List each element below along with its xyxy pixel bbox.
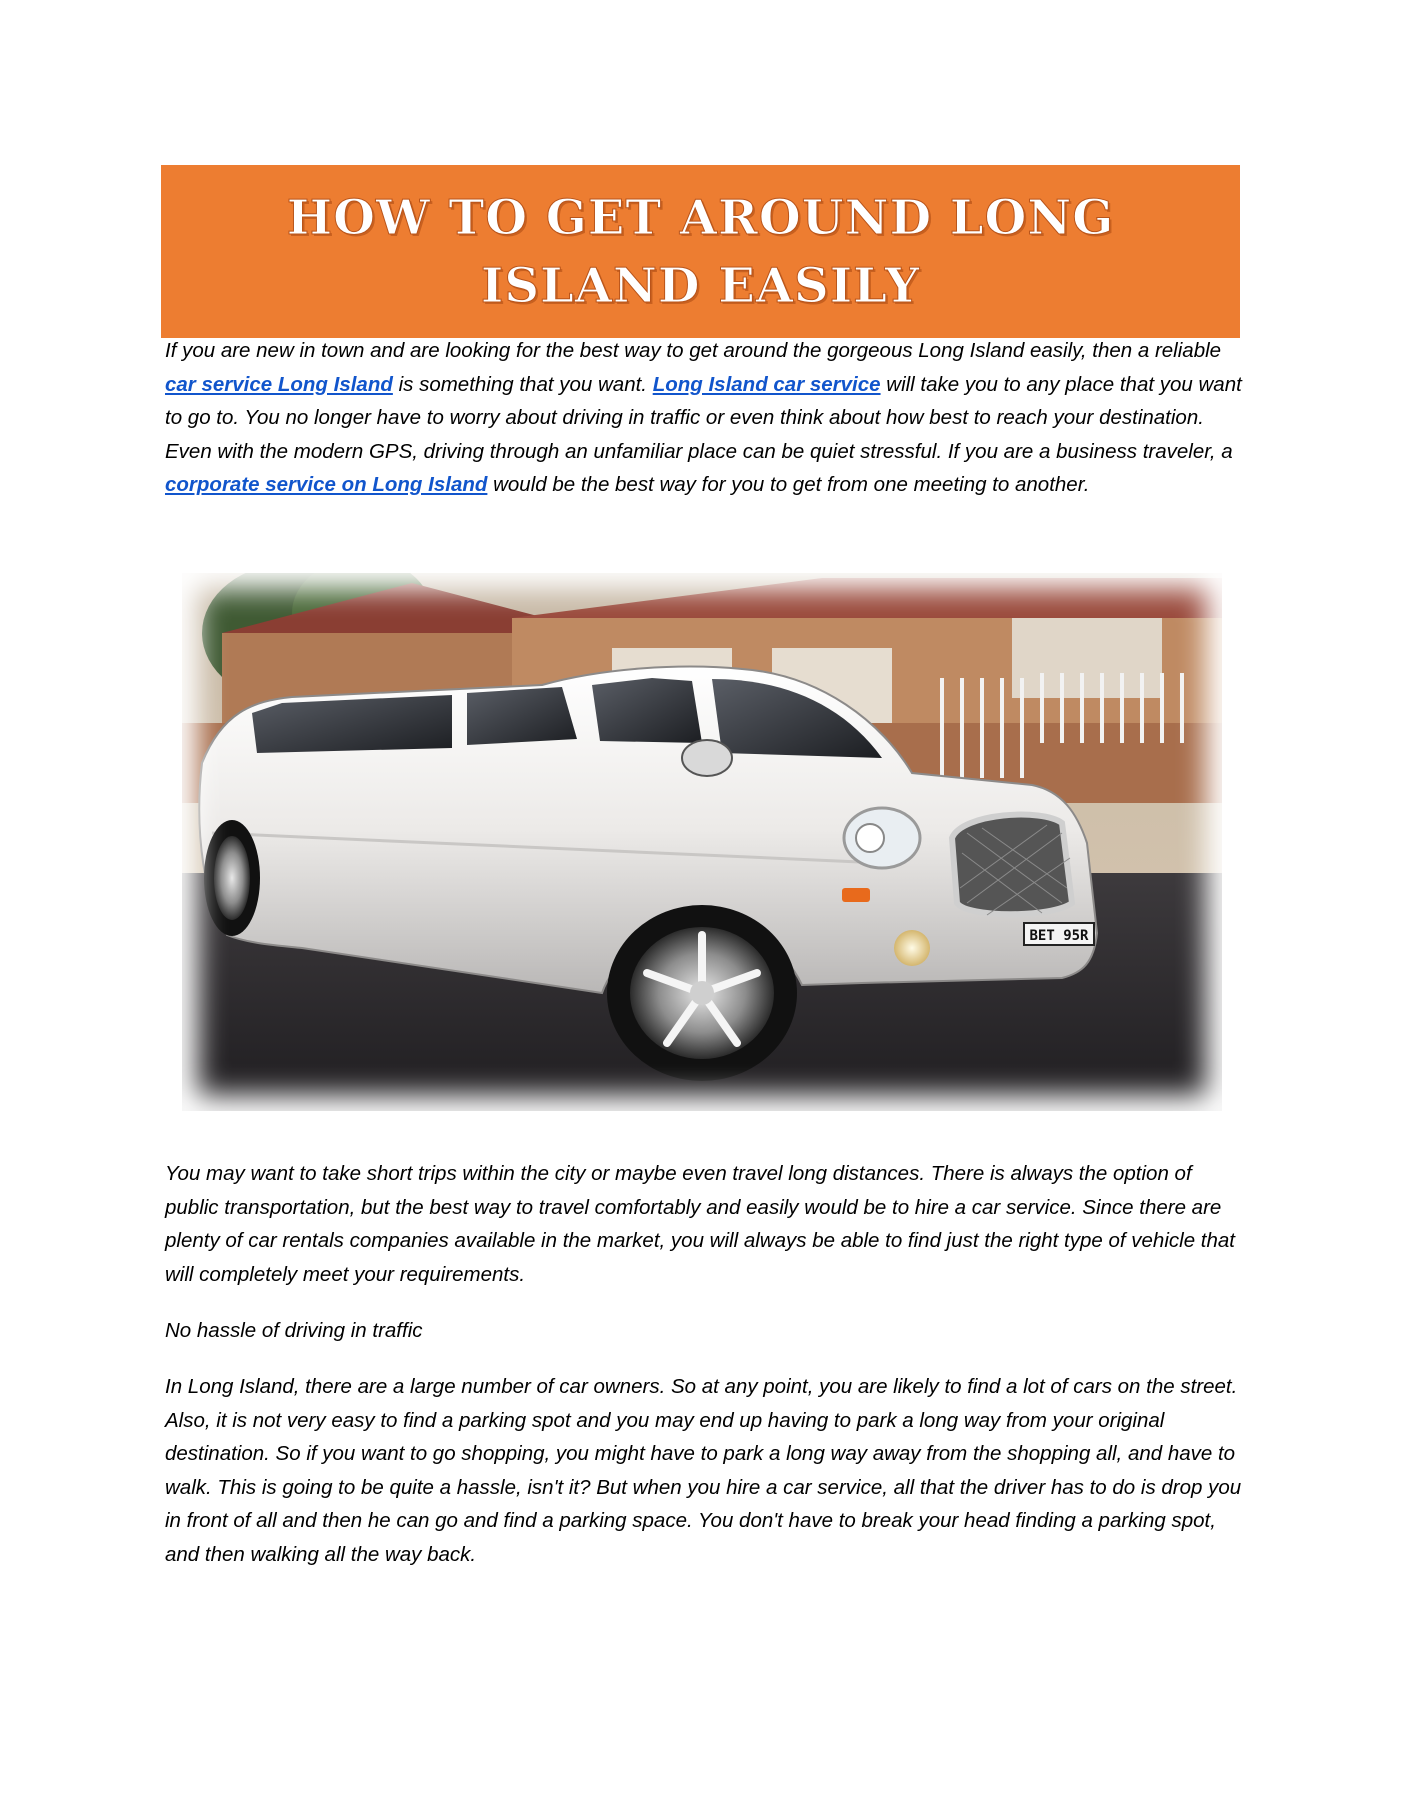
license-plate-text: BET 95R [1029, 928, 1089, 944]
title-banner [161, 165, 1240, 338]
link-long-island-car-service[interactable]: Long Island car service [652, 372, 881, 396]
intro-text-2: is something that you want. [392, 372, 653, 396]
body-paragraph-1: You may want to take short trips within the city or maybe even travel long distances. There is always the option of public transportation, but the best way to travel comfortably and easily would be to hire a car service. Since there are plenty of car rentals companies available in the market, you will always be able to find just the right type of vehicle that will completely meet your requirements. [165, 1162, 1235, 1286]
intro-paragraph [165, 334, 1245, 502]
limousine-photo [182, 573, 1222, 1111]
intro-text-1: If you are new in town and are looking for the best way to get around the gorgeous Long Island easily, then a reliable [165, 339, 1222, 362]
intro-text-3: will take you to any place that you want to go to. You no longer have to worry about driving in traffic or even think about how best to reach your destination. Even with the modern GPS, driving through an unfamiliar place can be quiet stressful. If you are a business traveler, a [165, 372, 1242, 463]
link-car-service-long-island[interactable]: car service Long Island [165, 372, 393, 396]
limousine-illustration [182, 573, 1222, 1111]
link-corporate-service[interactable]: corporate service on Long Island [165, 473, 488, 496]
subheading: No hassle of driving in traffic [165, 1319, 423, 1342]
body-paragraph-2: In Long Island, there are a large number of car owners. So at any point, you are likely to find a lot of cars on the street. Also, it is not very easy to find a parking spot and you may end up having to park a long way from your original destination. So if you want to go shopping, you might have to park a long way away from the shopping all, and have to walk. This is going to be quite a hassle, isn't it? But when you hire a car service, all that the driver has to do is drop you in front of all and then he can go and find a parking space. You don't have to break your head finding a parking spot, and then walking all the way back. [165, 1375, 1242, 1566]
intro-text-4: would be the best way for you to get from one meeting to another. [487, 473, 1090, 496]
page-title: HOW TO GET AROUND LONG ISLAND EASILY [286, 189, 1115, 314]
